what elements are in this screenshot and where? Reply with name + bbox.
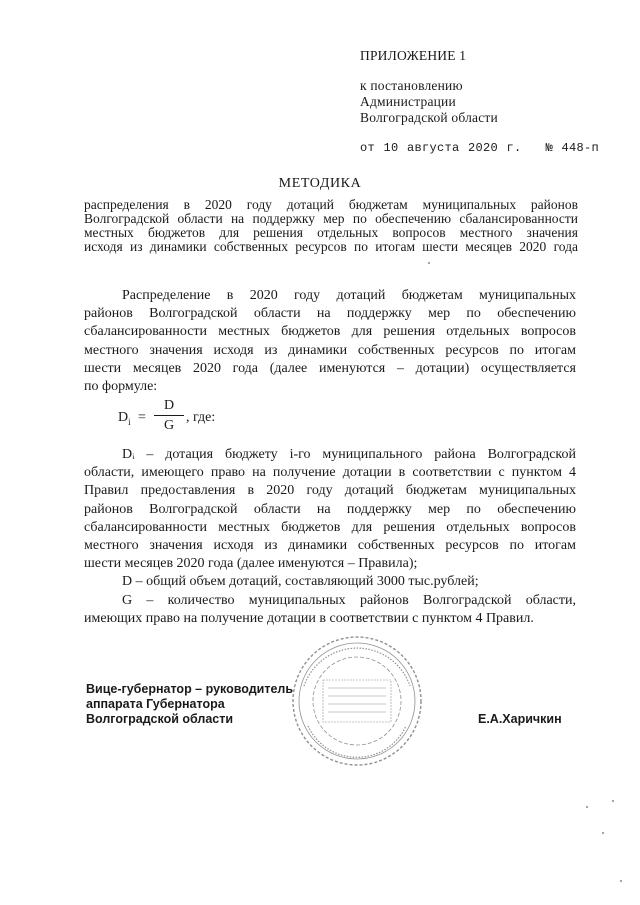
appendix-date-line bbox=[360, 140, 620, 156]
signature-line: аппарата Губернатора bbox=[86, 697, 225, 711]
subtitle-line: Волгоградской области на поддержку мер по обеспечению сбалансированности bbox=[84, 211, 578, 226]
signer-name: Е.А.Харичкин bbox=[478, 712, 562, 726]
paragraph-distribution bbox=[84, 287, 576, 396]
paragraph-line: шести месяцев 2020 года (далее именуются – Правила); bbox=[84, 556, 418, 572]
appendix-line-3: Волгоградской области bbox=[360, 110, 498, 125]
scan-speck bbox=[612, 800, 614, 802]
signature-line: Волгоградской области bbox=[86, 712, 234, 726]
formula-lhs-subscript: i bbox=[128, 416, 131, 427]
paragraph-line: сбалансированности местных бюджетов для решения отдельных вопросов bbox=[84, 324, 576, 340]
formula-fraction bbox=[154, 398, 184, 434]
definitions-block bbox=[84, 446, 576, 628]
paragraph-line: Dᵢ – дотация бюджету i-го муниципального района Волгоградской bbox=[122, 447, 576, 462]
subtitle-line: исходя из динамики собственных ресурсов по итогам шести месяцев 2020 года bbox=[84, 239, 578, 254]
paragraph-line: местного значения исходя из динамики собственных ресурсов по итогам bbox=[84, 538, 576, 554]
document-subtitle bbox=[84, 198, 578, 254]
appendix-header bbox=[360, 48, 620, 156]
scan-speck bbox=[428, 262, 430, 264]
paragraph-line: имеющих право на получение дотации в соответствии с пунктом 4 Правил. bbox=[84, 610, 534, 626]
appendix-line-1: к постановлению bbox=[360, 78, 463, 93]
appendix-date: от 10 августа 2020 г. bbox=[360, 141, 522, 155]
paragraph-line: области, имеющего право на получение дотации в соответствии с пунктом 4 bbox=[84, 465, 576, 481]
formula-numerator: D bbox=[163, 398, 175, 413]
formula-fraction-bar bbox=[154, 415, 184, 416]
appendix-number: № 448-п bbox=[545, 141, 600, 155]
subtitle-line: местных бюджетов для решения отдельных вопросов местного значения bbox=[84, 225, 578, 240]
definition-g bbox=[84, 592, 576, 628]
appendix-title: ПРИЛОЖЕНИЕ 1 bbox=[360, 48, 467, 63]
definition-d bbox=[84, 573, 576, 591]
formula-denominator: G bbox=[163, 418, 175, 433]
formula bbox=[118, 398, 258, 438]
paragraph-line: местного значения исходя из динамики собственных ресурсов по итогам bbox=[84, 342, 576, 358]
document-title: МЕТОДИКА bbox=[278, 176, 362, 191]
formula-lhs-symbol: D bbox=[118, 410, 129, 425]
subtitle-line: распределения в 2020 году дотаций бюджетам муниципальных районов bbox=[84, 197, 578, 212]
signature-line: Вице-губернатор – руководитель bbox=[86, 682, 294, 696]
paragraph-line: сбалансированности местных бюджетов для решения отдельных вопросов bbox=[84, 519, 576, 535]
scan-speck bbox=[586, 806, 588, 808]
paragraph-line: районов Волгоградской области на поддержку мер по обеспечению bbox=[84, 306, 576, 322]
paragraph-line: районов Волгоградской области на поддержку мер по обеспечению bbox=[84, 501, 576, 517]
formula-equals: = bbox=[138, 410, 146, 425]
paragraph-line: Правил предоставления в 2020 году дотаций бюджетам муниципальных bbox=[84, 483, 576, 499]
signature-block bbox=[86, 682, 293, 727]
formula-suffix: , где: bbox=[186, 410, 216, 425]
paragraph-line: Распределение в 2020 году дотаций бюджетам муниципальных bbox=[122, 288, 576, 303]
scan-speck bbox=[602, 832, 604, 834]
definition-di bbox=[84, 446, 576, 573]
formula-lhs bbox=[118, 410, 131, 427]
paragraph-line: шести месяцев 2020 года (далее именуются – дотации) осуществляется bbox=[84, 360, 576, 376]
scan-speck bbox=[620, 880, 622, 882]
paragraph-line: G – количество муниципальных районов Волгоградской области, bbox=[122, 592, 576, 608]
appendix-line-2: Администрации bbox=[360, 94, 456, 109]
paragraph-line: по формуле: bbox=[84, 379, 158, 395]
paragraph-line: D – общий объем дотаций, составляющий 3000 тыс.рублей; bbox=[122, 574, 479, 590]
official-seal-icon bbox=[290, 634, 424, 768]
